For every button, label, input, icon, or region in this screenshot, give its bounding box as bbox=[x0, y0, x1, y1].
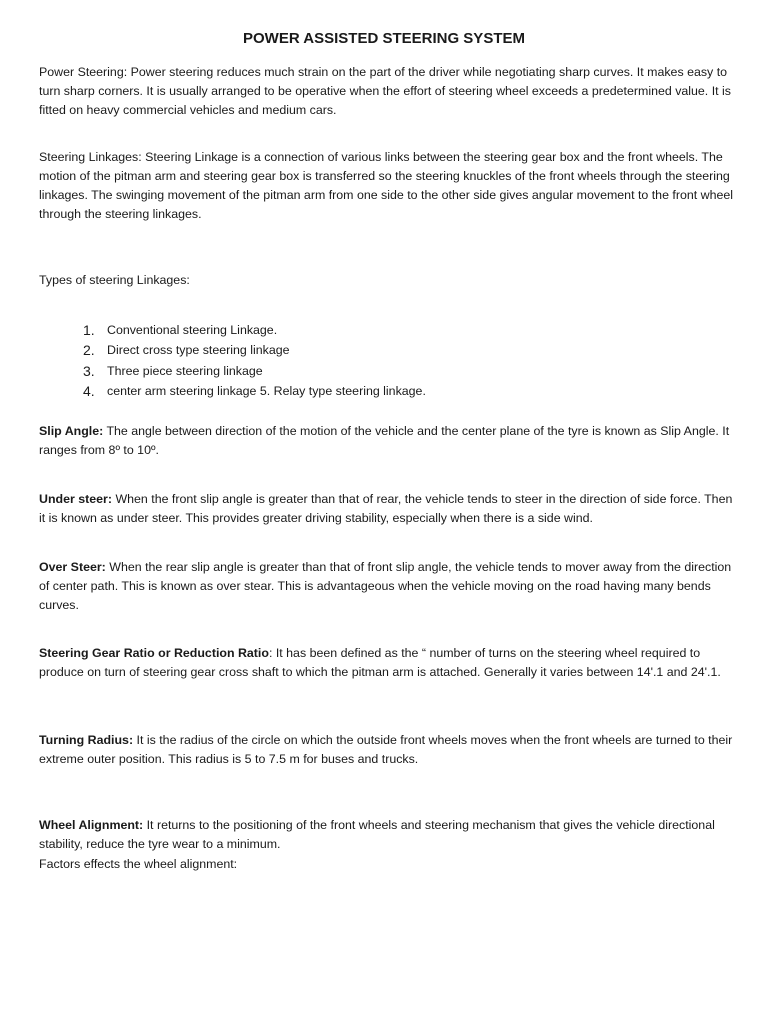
turning-radius-term: Turning Radius: bbox=[39, 733, 134, 747]
list-number: 3. bbox=[83, 362, 95, 379]
list-number: 4. bbox=[83, 382, 95, 399]
list-number: 1. bbox=[83, 322, 95, 338]
list-item bbox=[83, 340, 733, 360]
list-item-text: Direct cross type steering linkage bbox=[107, 343, 290, 358]
paragraph-text: It is the radius of the circle on which the outside front wheels moves when the front wheels are turned to their extreme outer position. This radius is 5 to 7.5 m for buses and trucks. bbox=[39, 733, 733, 766]
list-item-text: Three piece steering linkage bbox=[107, 363, 263, 378]
list-item bbox=[83, 381, 733, 401]
under-steer-term: Under steer: bbox=[39, 492, 112, 506]
list-item bbox=[83, 320, 733, 340]
heading-text: Types of steering Linkages: bbox=[39, 273, 190, 287]
under-steer-paragraph bbox=[39, 490, 739, 528]
turning-radius-paragraph bbox=[39, 731, 739, 769]
slip-angle-paragraph bbox=[39, 422, 739, 460]
gear-ratio-paragraph bbox=[39, 644, 739, 682]
steering-linkages-paragraph bbox=[39, 148, 739, 224]
wheel-alignment-term: Wheel Alignment: bbox=[39, 818, 144, 832]
slip-angle-term: Slip Angle: bbox=[39, 424, 104, 438]
factors-heading bbox=[39, 855, 739, 874]
types-heading bbox=[39, 271, 739, 290]
linkage-types-list bbox=[83, 320, 733, 401]
heading-text: Factors effects the wheel alignment: bbox=[39, 857, 238, 871]
list-number: 2. bbox=[83, 342, 95, 359]
wheel-alignment-paragraph bbox=[39, 816, 739, 854]
paragraph-text: When the rear slip angle is greater than that of front slip angle, the vehicle tends to mover away from the direction of center path. This is known as over stear. This is advantageous when the vehicle moving on the road having many bends curves. bbox=[39, 560, 732, 612]
list-item bbox=[83, 361, 733, 381]
power-steering-paragraph bbox=[39, 63, 739, 120]
list-item-text: Conventional steering Linkage. bbox=[107, 323, 278, 337]
over-steer-term: Over Steer: bbox=[39, 560, 106, 574]
paragraph-text: It returns to the positioning of the front wheels and steering mechanism that gives the vehicle directional stability, reduce the tyre wear to a minimum. bbox=[39, 818, 715, 851]
paragraph-text: Steering Linkages: Steering Linkage is a connection of various links between the steering gear box and the front wheels. The motion of the pitman arm and steering gear box is transferred so the steering knuckles of the front wheels through the steering linkages. The swinging movement of the pitman arm from one side to the other side gives angular movement to the front wheel through the steering linkages. bbox=[39, 150, 734, 221]
paragraph-text: The angle between direction of the motion of the vehicle and the center plane of the tyre is known as Slip Angle. It ranges from 8º to 10º. bbox=[39, 424, 730, 457]
page-title: POWER ASSISTED STEERING SYSTEM bbox=[243, 30, 525, 47]
over-steer-paragraph bbox=[39, 558, 739, 615]
paragraph-text: Power Steering: Power steering reduces much strain on the part of the driver while negotiating sharp curves. It makes easy to turn sharp corners. It is usually arranged to be operative when the effort of steering wheel exceeds a predetermined value. It is fitted on heavy commercial vehicles and medium cars. bbox=[39, 65, 731, 117]
paragraph-text: : It has been defined as the “ number of turns on the steering wheel required to produce on turn of steering gear cross shaft to which the pitman arm is attached. Generally it varies between 14'.1 and 24'.1. bbox=[39, 646, 721, 679]
paragraph-text: When the front slip angle is greater than that of rear, the vehicle tends to steer in the direction of side force. Then it is known as under steer. This provides greater driving stability, especially when there is a side wind. bbox=[39, 492, 733, 525]
gear-ratio-term: Steering Gear Ratio or Reduction Ratio bbox=[39, 646, 269, 660]
list-item-text: center arm steering linkage 5. Relay type steering linkage. bbox=[107, 383, 426, 398]
